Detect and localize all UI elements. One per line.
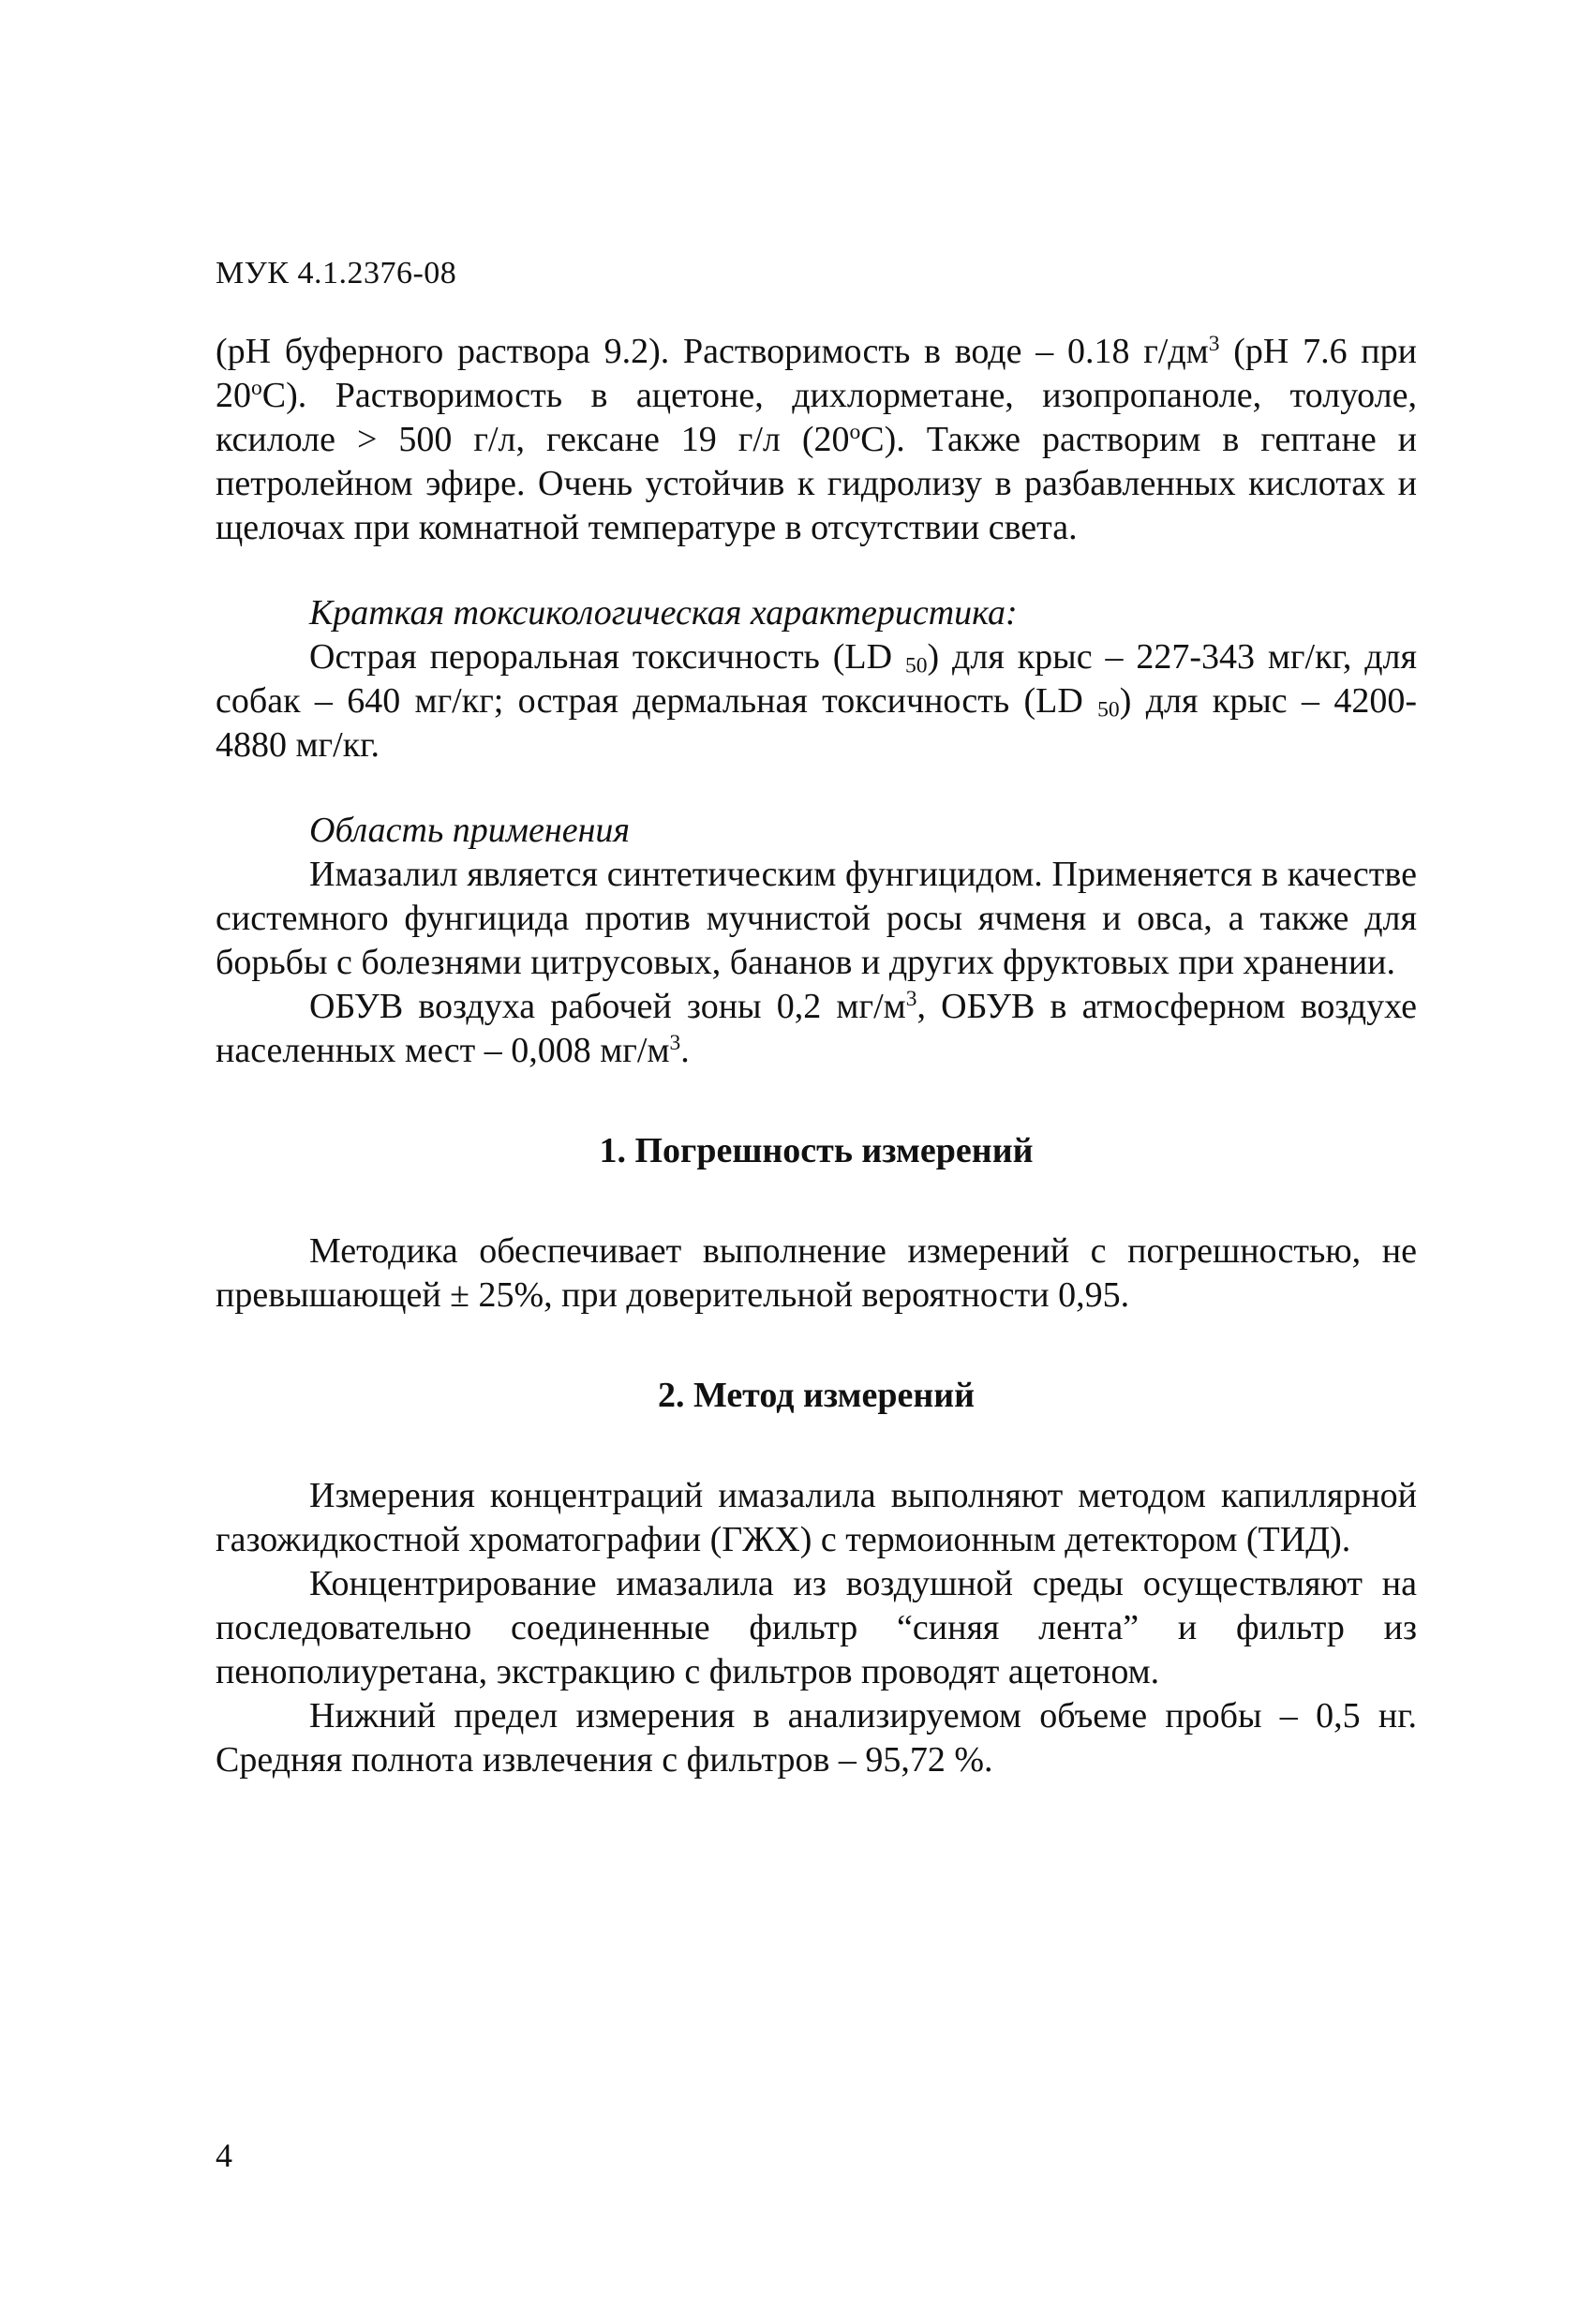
section-2-title: 2. Метод измерений [657,1376,976,1415]
section-2-paragraph-3: Нижний предел измерения в анализируемом объеме пробы – 0,5 нг. Средняя полнота извлечения с фильтров – 95,72 %. [216,1696,1417,1780]
page-number: 4 [216,2137,232,2174]
application-heading: Область применения [309,811,631,850]
section-1-title: 1. Погрешность измерений [599,1131,1034,1170]
section-2-paragraph-1: Измерения концентраций имазалила выполняют методом капиллярной газожидкостной хроматографии (ГЖХ) с термоионным детектором (ТИД). [216,1476,1417,1559]
document-page [216,0,1417,2324]
section-2-paragraph-2: Концентрирование имазалила из воздушной среды осуществляют на последовательно соединенные фильтр “синяя лента” и фильтр из пенополиуретана, экстракцию с фильтров проводят ацетоном. [216,1564,1417,1691]
properties-paragraph: (pH буферного раствора 9.2). Растворимость в воде – 0.18 $г/дм^3$ (pH 7.6 при $20^оС$). Растворимость в ацетоне, дихлорметане, изопропаноле, толуоле, ксилоле > 500 г/л, гексане 19 г/л $(20^оС)$. Также растворим в гептане и петролейном эфире. Очень устойчив к гидролизу в разбавленных кислотах и щелочах при комнатной температуре в отсутствии света. [216,332,1418,547]
section-1-paragraph: Методика обеспечивает выполнение измерений с погрешностью, не превышающей ± 25%, при доверительной вероятности 0,95. [216,1231,1417,1315]
toxicology-heading: Краткая токсикологическая характеристика: [309,593,1018,633]
application-paragraph: Имазалил является синтетическим фунгицидом. Применяется в качестве системного фунгицида против мучнистой росы ячменя и овса, а также для борьбы с болезнями цитрусовых, бананов и других фруктовых при хранении. [216,855,1417,982]
document-body [216,330,1417,1782]
document-id-header: МУК 4.1.2376-08 [216,256,457,290]
toxicology-paragraph: Острая пероральная токсичность (LD $_{50}$) для крыс – 227-343 мг/кг, для собак – 640 мг/кг; острая дермальная токсичность (LD $_{50}$) для крыс – 4200-4880 мг/кг. [216,637,1417,765]
obuv-paragraph: ОБУВ воздуха рабочей зоны 0,2 $мг/м^3$, ОБУВ в атмосферном воздухе населенных мест – 0,008 $мг/м^3$. [216,987,1418,1070]
